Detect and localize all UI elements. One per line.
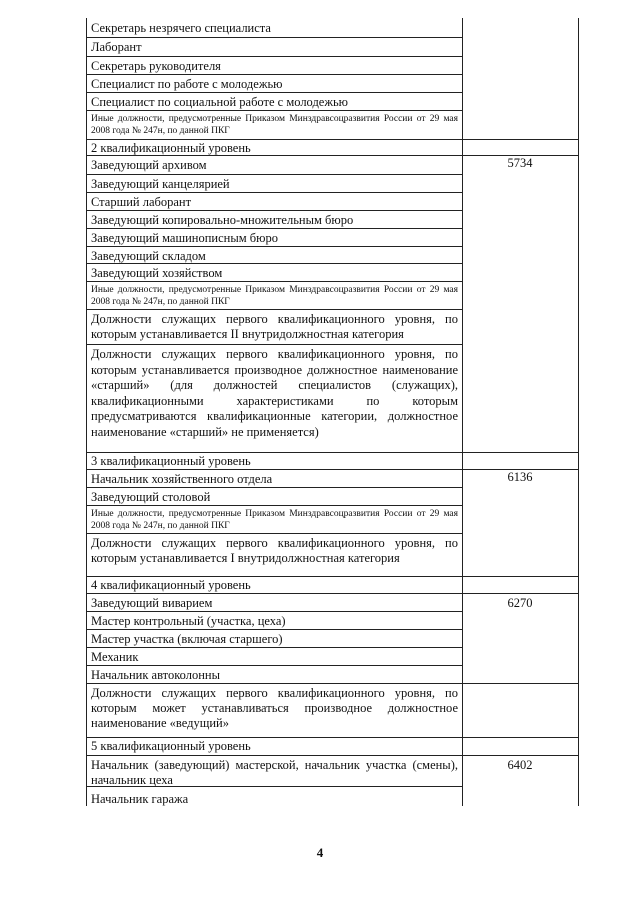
salary-value: 6402 xyxy=(507,758,533,772)
position-cell: Специалист по работе с молодежью xyxy=(91,77,283,91)
position-cell: Заведующий архивом xyxy=(91,158,207,172)
other-positions-note: Иные должности, предусмотренные Приказом Минздравсоцразвития России от 29 мая 2008 года № 247н, по данной ПКГ xyxy=(91,114,458,136)
qualification-level-heading: 3 квалификационный уровень xyxy=(91,454,251,468)
position-cell: Заведующий складом xyxy=(91,249,206,263)
position-cell: Секретарь незрячего специалиста xyxy=(91,21,271,35)
position-cell: Заведующий виварием xyxy=(91,596,213,610)
position-cell: Лаборант xyxy=(91,40,142,54)
salary-value: 5734 xyxy=(507,156,533,170)
position-paragraph: Должности служащих первого квалификационного уровня, по которым устанавливается II внутридолжностная категория xyxy=(91,312,458,341)
salary-value: 6136 xyxy=(507,470,533,484)
position-cell: Старший лаборант xyxy=(91,195,192,209)
other-positions-note: Иные должности, предусмотренные Приказом Минздравсоцразвития России от 29 мая 2008 года № 247н, по данной ПКГ xyxy=(91,285,458,307)
position-cell: Мастер контрольный (участка, цеха) xyxy=(91,614,286,628)
position-cell: Секретарь руководителя xyxy=(91,59,221,73)
table-middle-border xyxy=(462,18,463,806)
position-paragraph: Должности служащих первого квалификационного уровня, по которым устанавливается производное должностное наименование «старший» (для должностей специалистов (служащих), квалификационными характеристиками по которым предусматриваются квалификационные категории, должностное наименование «старший» не применяется) xyxy=(91,347,458,439)
position-cell: Заведующий копировально-множительным бюро xyxy=(91,213,354,227)
position-paragraph: Должности служащих первого квалификационного уровня, по которым может устанавливаться производное должностное наименование «ведущий» xyxy=(91,686,458,730)
position-cell: Мастер участка (включая старшего) xyxy=(91,632,283,646)
qualification-level-heading: 4 квалификационный уровень xyxy=(91,578,251,592)
salary-value: 6270 xyxy=(507,596,533,610)
position-paragraph: Начальник (заведующий) мастерской, начальник участка (смены), начальник цеха xyxy=(91,758,458,786)
table-right-border xyxy=(578,18,579,806)
position-cell: Заведующий хозяйством xyxy=(91,266,223,280)
qualification-level-heading: 5 квалификационный уровень xyxy=(91,739,251,753)
position-cell: Механик xyxy=(91,650,139,664)
row-divider xyxy=(86,786,462,787)
position-cell: Заведующий столовой xyxy=(91,490,211,504)
position-cell: Заведующий машинописным бюро xyxy=(91,231,278,245)
page-number: 4 xyxy=(316,845,324,860)
other-positions-note: Иные должности, предусмотренные Приказом Минздравсоцразвития России от 29 мая 2008 года № 247н, по данной ПКГ xyxy=(91,509,458,531)
position-cell: Специалист по социальной работе с молодежью xyxy=(91,95,349,109)
qualification-level-heading: 2 квалификационный уровень xyxy=(91,141,251,155)
position-cell: Начальник гаража xyxy=(91,792,189,806)
position-cell: Заведующий канцелярией xyxy=(91,177,230,191)
position-paragraph: Должности служащих первого квалификационного уровня, по которым устанавливается I внутридолжностная категория xyxy=(91,536,458,565)
position-cell: Начальник автоколонны xyxy=(91,668,221,682)
position-cell: Начальник хозяйственного отдела xyxy=(91,472,273,486)
